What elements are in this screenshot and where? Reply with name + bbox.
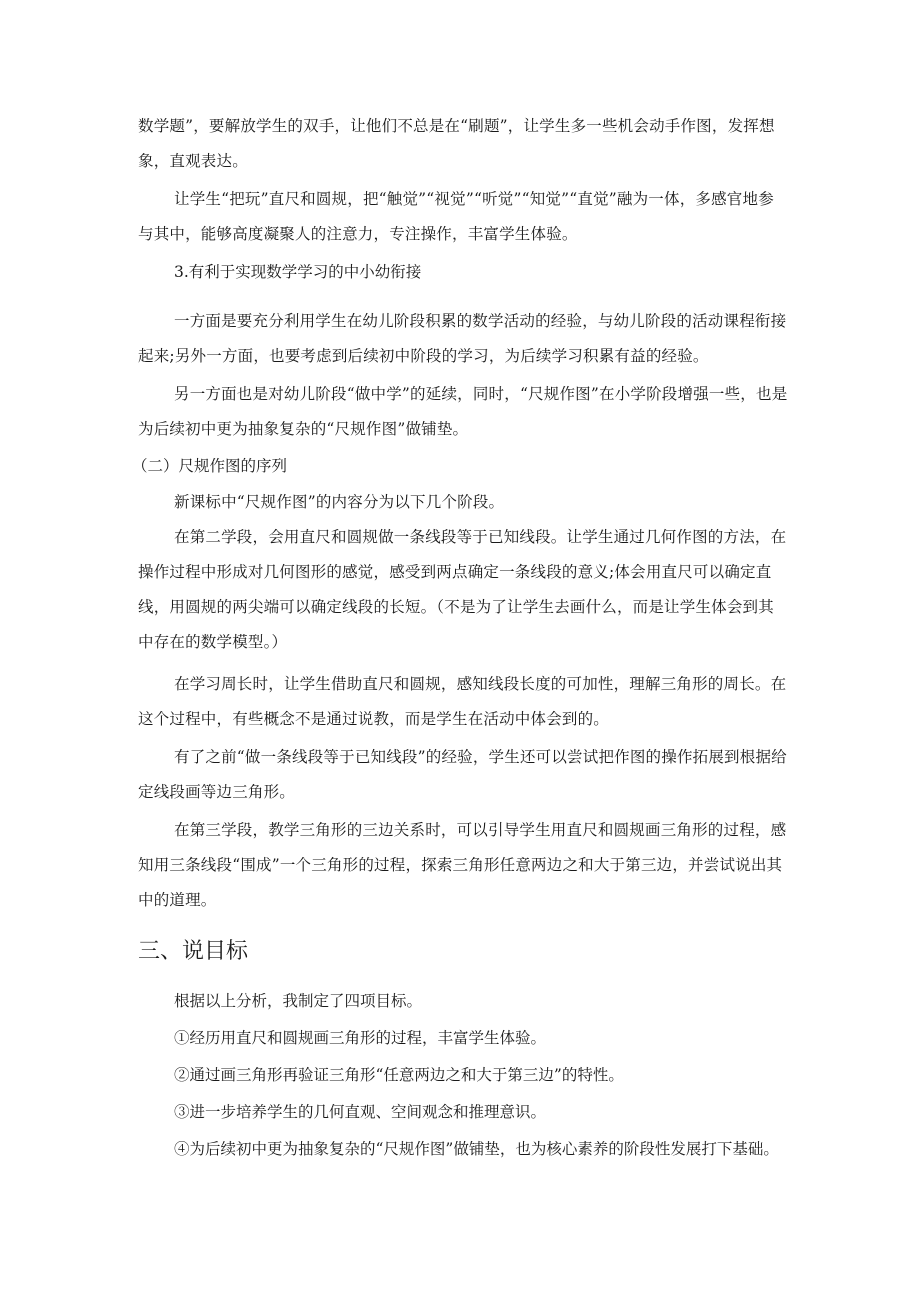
goal-item: ①经历用直尺和圆规画三角形的过程，丰富学生体验。	[174, 1029, 547, 1047]
goal-item: ③进一步培养学生的几何直观、空间观念和推理意识。	[174, 1103, 547, 1121]
paragraph-senses: 让学生“把玩”直尺和圆规，把“触觉”“视觉”“听觉”“知觉”“直觉”融为一体，多感官地参与其中，能够高度凝聚人的注意力，专注操作，丰富学生体验。	[138, 190, 774, 243]
paragraph-new-standard: 新课标中“尺规作图”的内容分为以下几个阶段。	[174, 493, 505, 511]
paragraph-stage-2: 在第二学段，会用直尺和圆规做一条线段等于已知线段。让学生通过几何作图的方法，在操作过程中形成对几何图形的感觉，感受到两点确定一条线段的意义;体会用直尺可以确定直线，用圆规的两尖端可以确定线段的长短。（不是为了让学生去画什么，而是让学生体会到其中存在的数学模型。）	[138, 528, 787, 651]
paragraph-kinder: 一方面是要充分利用学生在幼儿阶段积累的数学活动的经验，与幼儿阶段的活动课程衔接起来;另外一方面，也要考虑到后续初中阶段的学习，为后续学习积累有益的经验。	[138, 312, 787, 365]
subheading-2: （二）尺规作图的序列	[132, 457, 288, 475]
paragraph-stage-3: 在第三学段，教学三角形的三边关系时，可以引导学生用直尺和圆规画三角形的过程，感知用三条线段“围成”一个三角形的过程，探索三角形任意两边之和大于第三边，并尝试说出其中的道理。	[138, 821, 787, 909]
goal-item: ②通过画三角形再验证三角形“任意两边之和大于第三边”的特性。	[174, 1066, 624, 1084]
heading-3: 3.有利于实现数学学习的中小幼衔接	[174, 263, 422, 281]
paragraph-perimeter: 在学习周长时，让学生借助直尺和圆规，感知线段长度的可加性，理解三角形的周长。在这个过程中，有些概念不是通过说教，而是学生在活动中体会到的。	[138, 675, 787, 728]
goals-intro: 根据以上分析，我制定了四项目标。	[174, 992, 423, 1010]
paragraph-other: 另一方面也是对幼儿阶段“做中学”的延续，同时，“尺规作图”在小学阶段增强一些，也是为后续初中更为抽象复杂的“尺规作图”做铺垫。	[138, 385, 788, 438]
section-3-title: 三、说目标	[138, 939, 249, 964]
goal-item: ④为后续初中更为抽象复杂的“尺规作图”做铺垫，也为核心素养的阶段性发展打下基础。	[174, 1140, 779, 1158]
paragraph-top: 数学题”，要解放学生的双手，让他们不总是在“刷题”，让学生多一些机会动手作图，发挥想象，直观表达。	[138, 117, 775, 170]
paragraph-equilateral: 有了之前“做一条线段等于已知线段”的经验，学生还可以尝试把作图的操作拓展到根据给定线段画等边三角形。	[138, 748, 787, 801]
